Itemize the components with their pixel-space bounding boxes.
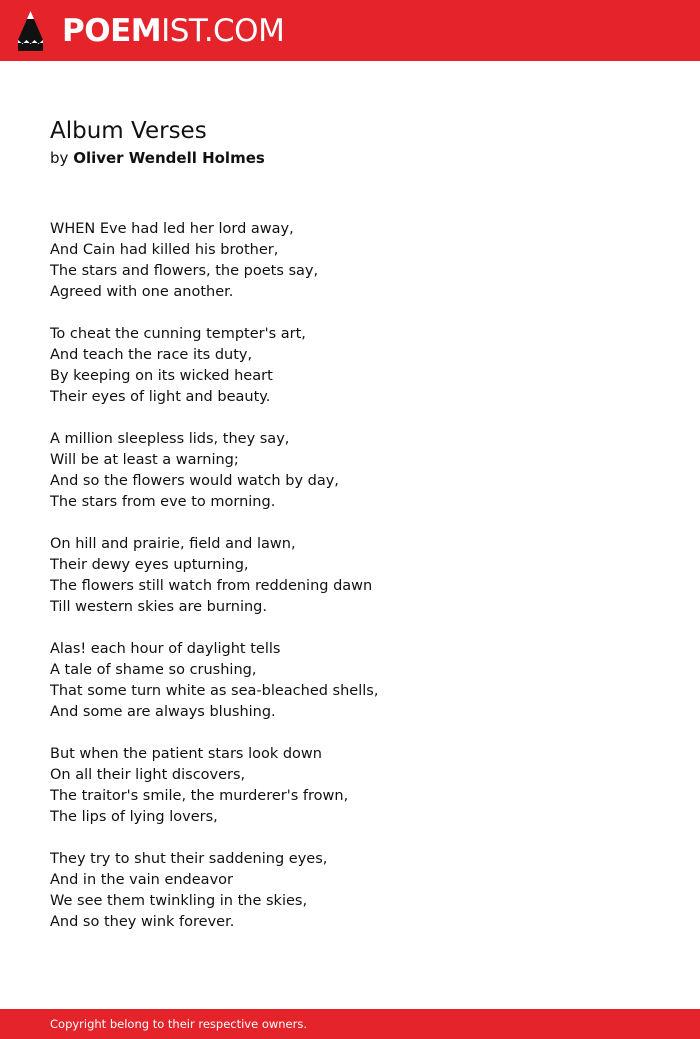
poem-line: They try to shut their saddening eyes, [50, 851, 328, 867]
poem-line: On all their light discovers, [50, 767, 246, 783]
poem-line: The flowers still watch from reddening dawn [50, 578, 373, 594]
author-name: Oliver Wendell Holmes [73, 149, 265, 167]
poem-line: Till western skies are burning. [50, 599, 267, 615]
poem-line: And some are always blushing. [50, 704, 276, 720]
logo-text-light: IST.COM [161, 13, 285, 49]
poem-line: On hill and prairie, field and lawn, [50, 536, 296, 552]
poem-line: A million sleepless lids, they say, [50, 431, 290, 447]
poem-line: And in the vain endeavor [50, 872, 233, 888]
poem-line: The lips of lying lovers, [50, 809, 218, 825]
poem-line: By keeping on its wicked heart [50, 368, 273, 384]
poem-line: Their eyes of light and beauty. [50, 389, 271, 405]
stanza-4 [50, 534, 650, 618]
poem-line: And so the flowers would watch by day, [50, 473, 339, 489]
poem-line: Their dewy eyes upturning, [50, 557, 249, 573]
site-logo[interactable] [62, 12, 284, 50]
stanza-1 [50, 219, 650, 303]
poem-line: Agreed with one another. [50, 284, 234, 300]
poem-line: We see them twinkling in the skies, [50, 893, 308, 909]
stanza-5 [50, 639, 650, 723]
poem-line: WHEN Eve had led her lord away, [50, 221, 294, 237]
stanza-6 [50, 744, 650, 828]
byline-prefix: by [50, 149, 69, 167]
copyright-text: Copyright belong to their respective owners. [50, 1017, 308, 1031]
byline [50, 146, 650, 170]
poem-line: The stars and flowers, the poets say, [50, 263, 319, 279]
poem-body [50, 219, 650, 933]
poem-line: To cheat the cunning tempter's art, [50, 326, 306, 342]
poem-line: Will be at least a warning; [50, 452, 239, 468]
stanza-3 [50, 429, 650, 513]
poem-line: And teach the race its duty, [50, 347, 253, 363]
poem-line: The traitor's smile, the murderer's frown, [50, 788, 349, 804]
poem-line: Alas! each hour of daylight tells [50, 641, 281, 657]
logo-text-bold: POEM [62, 13, 162, 49]
poem-line: And so they wink forever. [50, 914, 235, 930]
site-footer [0, 1009, 700, 1039]
poem-line: The stars from eve to morning. [50, 494, 276, 510]
poem-line: That some turn white as sea-bleached shells, [50, 683, 379, 699]
stanza-2 [50, 324, 650, 408]
poem-line: But when the patient stars look down [50, 746, 322, 762]
pencil-tip-icon[interactable] [17, 10, 44, 52]
poem-content [50, 116, 650, 954]
stanza-7 [50, 849, 650, 933]
poem-title: Album Verses [50, 118, 207, 144]
poem-line: And Cain had killed his brother, [50, 242, 279, 258]
poem-line: A tale of shame so crushing, [50, 662, 257, 678]
site-header [0, 0, 700, 61]
